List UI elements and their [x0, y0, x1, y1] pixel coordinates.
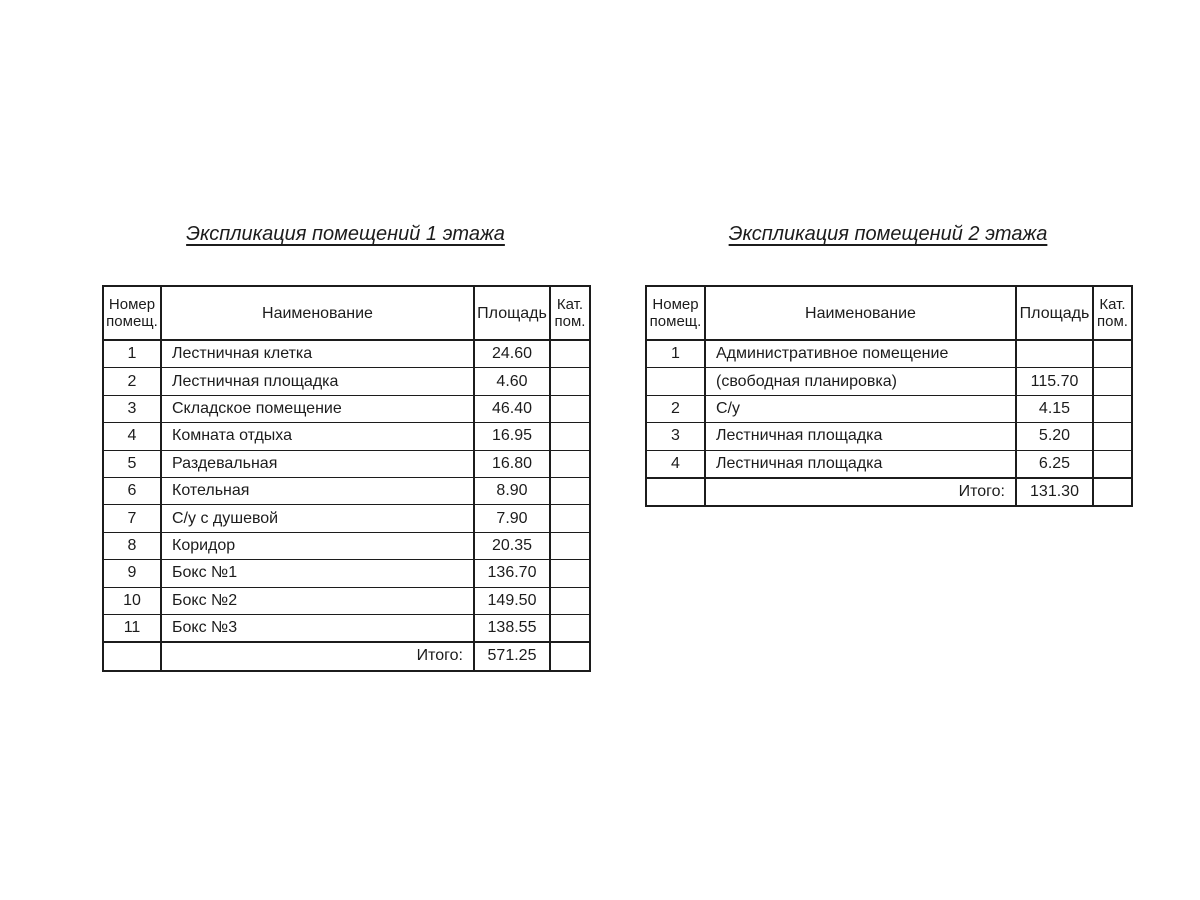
room-name-cell: Коридор [161, 532, 474, 559]
room-name-cell: Лестничная клетка [161, 340, 474, 368]
room-number-cell: 3 [646, 423, 705, 450]
room-number-cell: 2 [646, 395, 705, 422]
total-number-cell [103, 642, 161, 670]
table-row [103, 395, 590, 422]
room-area-cell: 8.90 [474, 477, 550, 504]
header-category-cell: Кат. пом. [550, 286, 590, 340]
room-category-cell [550, 505, 590, 532]
room-area-cell: 16.80 [474, 450, 550, 477]
room-area-cell: 136.70 [474, 560, 550, 587]
total-area-cell: 131.30 [1016, 478, 1093, 506]
room-name-cell: Бокс №3 [161, 614, 474, 642]
room-area-cell: 20.35 [474, 532, 550, 559]
room-area-cell: 46.40 [474, 395, 550, 422]
total-category-cell [550, 642, 590, 670]
floor2-explication-section [645, 222, 1131, 507]
room-category-cell [1093, 423, 1132, 450]
room-number-cell: 10 [103, 587, 161, 614]
room-category-cell [550, 587, 590, 614]
room-category-cell [1093, 395, 1132, 422]
floor1-explication-section [102, 222, 589, 672]
table-row [103, 423, 590, 450]
explication-table-floor1 [102, 285, 591, 672]
room-name-cell: С/у [705, 395, 1016, 422]
room-area-cell [1016, 340, 1093, 368]
room-category-cell [550, 423, 590, 450]
table-row [646, 423, 1132, 450]
room-category-cell [550, 368, 590, 395]
table-title-floor1: Экспликация помещений 1 этажа [186, 223, 505, 245]
room-category-cell [1093, 368, 1132, 395]
table-row [103, 587, 590, 614]
room-category-cell [550, 560, 590, 587]
room-number-cell [646, 368, 705, 395]
room-area-cell: 24.60 [474, 340, 550, 368]
room-category-cell [550, 477, 590, 504]
room-number-cell: 7 [103, 505, 161, 532]
room-category-cell [550, 340, 590, 368]
room-name-cell: Комната отдыха [161, 423, 474, 450]
total-area-cell: 571.25 [474, 642, 550, 670]
room-name-cell: Бокс №2 [161, 587, 474, 614]
room-area-cell: 16.95 [474, 423, 550, 450]
header-area-cell: Площадь [1016, 286, 1093, 340]
table-body-floor2 [646, 340, 1132, 506]
room-area-cell: 6.25 [1016, 450, 1093, 478]
total-label-cell: Итого: [161, 642, 474, 670]
room-number-cell: 2 [103, 368, 161, 395]
room-number-cell: 3 [103, 395, 161, 422]
room-name-cell: Административное помещение [705, 340, 1016, 368]
header-name-cell: Наименование [161, 286, 474, 340]
header-row [103, 286, 590, 340]
room-category-cell [550, 614, 590, 642]
explication-table-floor2 [645, 285, 1133, 507]
total-category-cell [1093, 478, 1132, 506]
room-name-cell: Раздевальная [161, 450, 474, 477]
room-name-cell: С/у с душевой [161, 505, 474, 532]
room-area-cell: 115.70 [1016, 368, 1093, 395]
header-name-cell: Наименование [705, 286, 1016, 340]
room-number-cell: 5 [103, 450, 161, 477]
room-number-cell: 1 [646, 340, 705, 368]
room-name-cell: Котельная [161, 477, 474, 504]
table-body-floor1 [103, 340, 590, 671]
room-number-cell: 1 [103, 340, 161, 368]
table-row [103, 505, 590, 532]
room-category-cell [550, 450, 590, 477]
room-area-cell: 149.50 [474, 587, 550, 614]
total-row [646, 478, 1132, 506]
total-number-cell [646, 478, 705, 506]
header-number-cell: Номер помещ. [646, 286, 705, 340]
room-number-cell: 11 [103, 614, 161, 642]
table-row [103, 532, 590, 559]
table-header-row [103, 286, 590, 340]
room-number-cell: 9 [103, 560, 161, 587]
room-number-cell: 8 [103, 532, 161, 559]
table-row [103, 560, 590, 587]
total-label-cell: Итого: [705, 478, 1016, 506]
room-category-cell [1093, 340, 1132, 368]
room-category-cell [550, 395, 590, 422]
table-row [103, 614, 590, 642]
header-area-cell: Площадь [474, 286, 550, 340]
header-number-cell: Номер помещ. [103, 286, 161, 340]
room-name-cell: Лестничная площадка [161, 368, 474, 395]
room-area-cell: 7.90 [474, 505, 550, 532]
table-row [103, 368, 590, 395]
room-area-cell: 4.15 [1016, 395, 1093, 422]
room-area-cell: 4.60 [474, 368, 550, 395]
room-area-cell: 5.20 [1016, 423, 1093, 450]
room-category-cell [1093, 450, 1132, 478]
table-row [103, 477, 590, 504]
room-name-cell: (свободная планировка) [705, 368, 1016, 395]
room-name-cell: Бокс №1 [161, 560, 474, 587]
total-row [103, 642, 590, 670]
room-name-cell: Лестничная площадка [705, 423, 1016, 450]
room-area-cell: 138.55 [474, 614, 550, 642]
room-category-cell [550, 532, 590, 559]
table-header-row [646, 286, 1132, 340]
table-row [103, 450, 590, 477]
room-name-cell: Лестничная площадка [705, 450, 1016, 478]
table-row [646, 395, 1132, 422]
table-title-floor2: Экспликация помещений 2 этажа [728, 223, 1048, 245]
header-row [646, 286, 1132, 340]
room-number-cell: 6 [103, 477, 161, 504]
room-name-cell: Складское помещение [161, 395, 474, 422]
room-number-cell: 4 [103, 423, 161, 450]
table-row [103, 340, 590, 368]
table-row [646, 368, 1132, 395]
table-row [646, 340, 1132, 368]
table-row [646, 450, 1132, 478]
header-category-cell: Кат. пом. [1093, 286, 1132, 340]
room-number-cell: 4 [646, 450, 705, 478]
